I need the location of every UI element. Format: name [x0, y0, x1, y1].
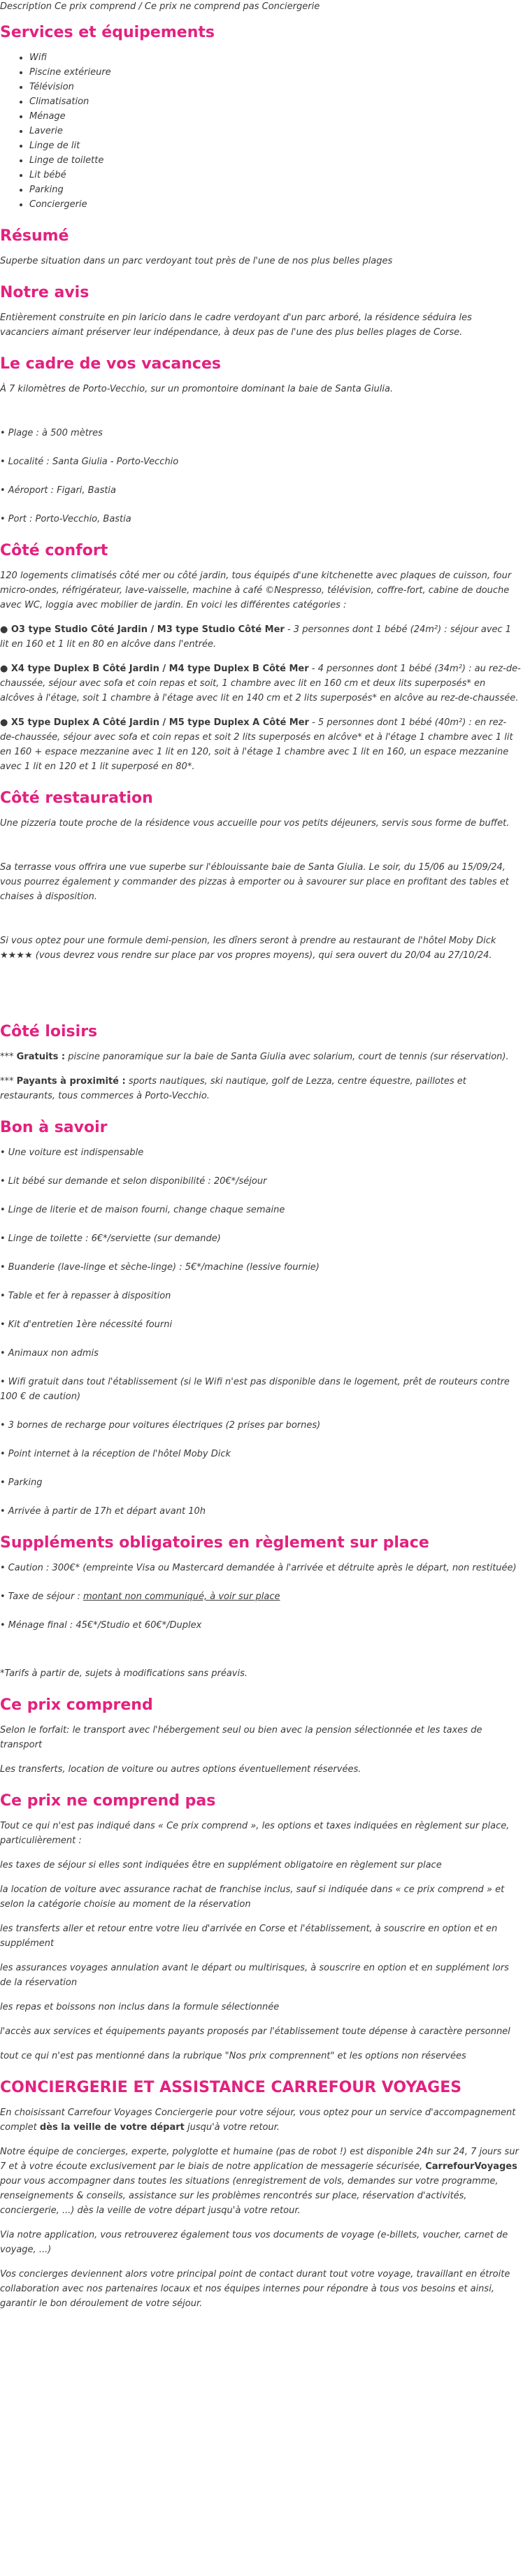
taxe-link[interactable]: montant non communiqué, à voir sur place [83, 1591, 280, 1602]
confort-type: ● X5 type Duplex A Côté Jardin / M5 type Duplex A Côté Mer - 5 personnes dont 1 bébé (40m²) : en rez-de-chaussée, séjour avec sofa et coin repas et soit 2 lits superposés en alcôve* et à l'étage 1 chambre avec 1 lit en 160 + espace mezzanine avec 1 lit en 120, soit à l'étage 1 chambre avec 1 lit en 160, un espace mezzanine avec 1 lit en 120 et 1 lit superposé en 80*. [0, 717, 513, 772]
list-item: • Linge de lit [29, 138, 521, 153]
list-item: • Ménage [29, 109, 521, 124]
list-item: • Parking [29, 183, 521, 197]
savoir-item: • Lit bébé sur demande et selon disponibilité : 20€*/séjour [0, 1176, 267, 1187]
confort-type: ● X4 type Duplex B Côté Jardin / M4 type Duplex B Côté Mer - 4 personnes dont 1 bébé (34m²) : au rez-de-chaussée, séjour avec sofa et coin repas et soit, 1 chambre avec lit en 160 cm et deux lits superposés* en alcôves à l'étage, soit 1 chambre à l'étage avec lit en 140 cm et 2 lits superposés* en alcôve au rez-de-chaussée. [0, 664, 521, 703]
savoir-item: • Point internet à la réception de l'hôtel Moby Dick [0, 1449, 231, 1459]
savoir-heading: Bon à savoir [0, 1119, 108, 1136]
cadre-bullet: • Port : Porto-Vecchio, Bastia [0, 514, 131, 524]
savoir-item: • Animaux non admis [0, 1348, 99, 1359]
cadre-bullet: • Plage : à 500 mètres [0, 428, 103, 438]
ne-comprend-item: les assurances voyages annulation avant le départ ou multirisques, à souscrire en option et en supplément lors de la réservation [0, 1963, 509, 1988]
conciergerie-text: Vos concierges deviennent alors votre principal point de contact durant tout votre voyage, travaillant en étroite collaboration avec nos partenaires locaux et nos équipes internes pour répondre à tous vos besoins et ainsi, garantir le bon déroulement de votre séjour. [0, 2269, 510, 2309]
loisirs-gratuits: *** Gratuits : piscine panoramique sur la baie de Santa Giulia avec solarium, court de tennis (sur réservation). [0, 1052, 509, 1062]
comprend-text: Selon le forfait: le transport avec l'hébergement seul ou bien avec la pension sélectionnée et les taxes de transport [0, 1725, 482, 1750]
avis-text: Entièrement construite en pin laricio dans le cadre verdoyant d'un parc arboré, la résidence séduira les vacanciers aimant préserver leur indépendance, à deux pas de l'une des plus belles plages de Corse. [0, 313, 472, 338]
list-item: • Linge de toilette [29, 153, 521, 168]
ne-comprend-item: la location de voiture avec assurance rachat de franchise inclus, sauf si indiquée dans « ce prix comprend » et selon la catégorie choisie au moment de la réservation [0, 1884, 505, 1910]
supplement-caution: • Caution : 300€* (empreinte Visa ou Mastercard demandée à l'arrivée et détruite après le départ, non restituée) [0, 1563, 517, 1573]
confort-heading: Côté confort [0, 542, 108, 559]
savoir-item: • Une voiture est indispensable [0, 1147, 144, 1158]
list-item: • Laverie [29, 124, 521, 138]
ne-comprend-item: l'accès aux services et équipements payants proposés par l'établissement toute dépense à caractère personnel [0, 2026, 510, 2037]
supplement-taxe: • Taxe de séjour : montant non communiqué, à voir sur place [0, 1591, 280, 1602]
ne-comprend-item: tout ce qui n'est pas mentionné dans la rubrique "Nos prix comprennent" et les options non réservées [0, 2051, 466, 2061]
savoir-item: • Kit d'entretien 1ère nécessité fourni [0, 1319, 173, 1330]
restauration-text: Une pizzeria toute proche de la résidence vous accueille pour vos petits déjeuners, servis sous forme de buffet. [0, 818, 510, 829]
savoir-item: • Wifi gratuit dans tout l'établissement (si le Wifi n'est pas disponible dans le logement, prêt de routeurs contre 100 € de caution) [0, 1377, 510, 1402]
restauration-text: Sa terrasse vous offrira une vue superbe sur l'éblouissante baie de Santa Giulia. Le soir, du 15/06 au 15/09/24, vous pourrez également y commander des pizzas à emporter ou à savourer sur place en profitant des tables et chaises à disposition. [0, 862, 509, 902]
list-item: • Télévision [29, 80, 521, 94]
loisirs-payants: *** Payants à proximité : sports nautiques, ski nautique, golf de Lezza, centre équestre, paillotes et restaurants, tous commerces à Porto-Vecchio. [0, 1076, 466, 1101]
savoir-item: • Linge de literie et de maison fourni, change chaque semaine [0, 1205, 285, 1215]
cadre-bullet: • Aéroport : Figari, Bastia [0, 485, 117, 496]
ne-comprend-item: les taxes de séjour si elles sont indiquées être en supplément obligatoire en règlement sur place [0, 1860, 442, 1870]
supplement-menage: • Ménage final : 45€*/Studio et 60€*/Duplex [0, 1620, 202, 1631]
resume-heading: Résumé [0, 227, 69, 245]
resume-text: Superbe situation dans un parc verdoyant tout près de l'une de nos plus belles plages [0, 256, 393, 266]
savoir-item: • Linge de toilette : 6€*/serviette (sur demande) [0, 1233, 221, 1244]
confort-type: ● O3 type Studio Côté Jardin / M3 type Studio Côté Mer - 3 personnes dont 1 bébé (24m²) : séjour avec 1 lit en 160 et 1 lit en 80 en alcôve dans l'entrée. [0, 624, 512, 650]
supplements-heading: Suppléments obligatoires en règlement sur place [0, 1534, 429, 1552]
savoir-item: • Table et fer à repasser à disposition [0, 1291, 171, 1301]
savoir-item: • Buanderie (lave-linge et sèche-linge) : 5€*/machine (lessive fournie) [0, 1262, 320, 1273]
services-list [0, 50, 521, 212]
cadre-heading: Le cadre de vos vacances [0, 355, 221, 373]
savoir-item: • Arrivée à partir de 17h et départ avant 10h [0, 1506, 206, 1517]
list-item: • Lit bébé [29, 168, 521, 183]
tarifs-note: *Tarifs à partir de, sujets à modifications sans préavis. [0, 1668, 248, 1679]
restauration-text: Si vous optez pour une formule demi-pension, les dîners seront à prendre au restaurant de l'hôtel Moby Dick ★★★★ (vous devrez vous rendre sur place par vos propres moyens), qui sera ouvert du 20/04 au 27/10/24. [0, 936, 496, 961]
list-item: • Piscine extérieure [29, 65, 521, 80]
cadre-bullet: • Localité : Santa Giulia - Porto-Vecchio [0, 457, 179, 467]
list-item: • Conciergerie [29, 197, 521, 212]
ne-comprend-item: les repas et boissons non inclus dans la formule sélectionnée [0, 2002, 280, 2012]
list-item: • Wifi [29, 50, 521, 65]
conciergerie-text: Via notre application, vous retrouverez également tous vos documents de voyage (e-billets, voucher, carnet de voyage, ...) [0, 2230, 508, 2255]
savoir-item: • Parking [0, 1477, 43, 1488]
confort-intro: 120 logements climatisés côté mer ou côté jardin, tous équipés d'une kitchenette avec plaques de cuisson, four micro-ondes, réfrigérateur, lave-vaisselle, machine à café ©Nespresso, télévision, coffre-fort, cabine de douche avec WC, loggia avec mobilier de jardin. En voici les différentes catégories : [0, 571, 512, 610]
ne-comprend-item: Tout ce qui n'est pas indiqué dans « Ce prix comprend », les options et taxes indiquées en règlement sur place, particulièrement : [0, 1821, 510, 1846]
restauration-heading: Côté restauration [0, 789, 153, 807]
comprend-text: Les transferts, location de voiture ou autres options éventuellement réservées. [0, 1764, 361, 1775]
services-heading: Services et équipements [0, 24, 215, 41]
conciergerie-heading: CONCIERGERIE ET ASSISTANCE CARREFOUR VOYAGES [0, 2079, 462, 2096]
cadre-intro: À 7 kilomètres de Porto-Vecchio, sur un promontoire dominant la baie de Santa Giulia. [0, 384, 394, 394]
breadcrumb-tabs[interactable]: Description Ce prix comprend / Ce prix ne comprend pas Conciergerie [0, 1, 320, 12]
conciergerie-text: En choisissant Carrefour Voyages Conciergerie pour votre séjour, vous optez pour un service d'accompagnement complet dès la veille de votre départ jusqu'à votre retour. [0, 2108, 516, 2133]
conciergerie-text: Notre équipe de concierges, experte, polyglotte et humaine (pas de robot !) est disponible 24h sur 24, 7 jours sur 7 et à votre écoute exclusivement par le biais de notre application de messagerie sécurisée, CarrefourVoyages pour vous accompagner dans toutes les situations (enregistrement de vols, demandes sur votre programme, renseignements & conseils, assistance sur les problèmes rencontrés sur place, réservation d'activités, conciergerie, ...) dès la veille de votre départ jusqu'à votre retour. [0, 2147, 519, 2216]
savoir-item: • 3 bornes de recharge pour voitures électriques (2 prises par bornes) [0, 1420, 321, 1431]
list-item: • Climatisation [29, 94, 521, 109]
ne-comprend-heading: Ce prix ne comprend pas [0, 1792, 216, 1810]
ne-comprend-item: les transferts aller et retour entre votre lieu d'arrivée en Corse et l'établissement, à souscrire en option et en supplément [0, 1924, 498, 1949]
loisirs-heading: Côté loisirs [0, 1023, 98, 1040]
comprend-heading: Ce prix comprend [0, 1696, 153, 1714]
avis-heading: Notre avis [0, 284, 89, 301]
